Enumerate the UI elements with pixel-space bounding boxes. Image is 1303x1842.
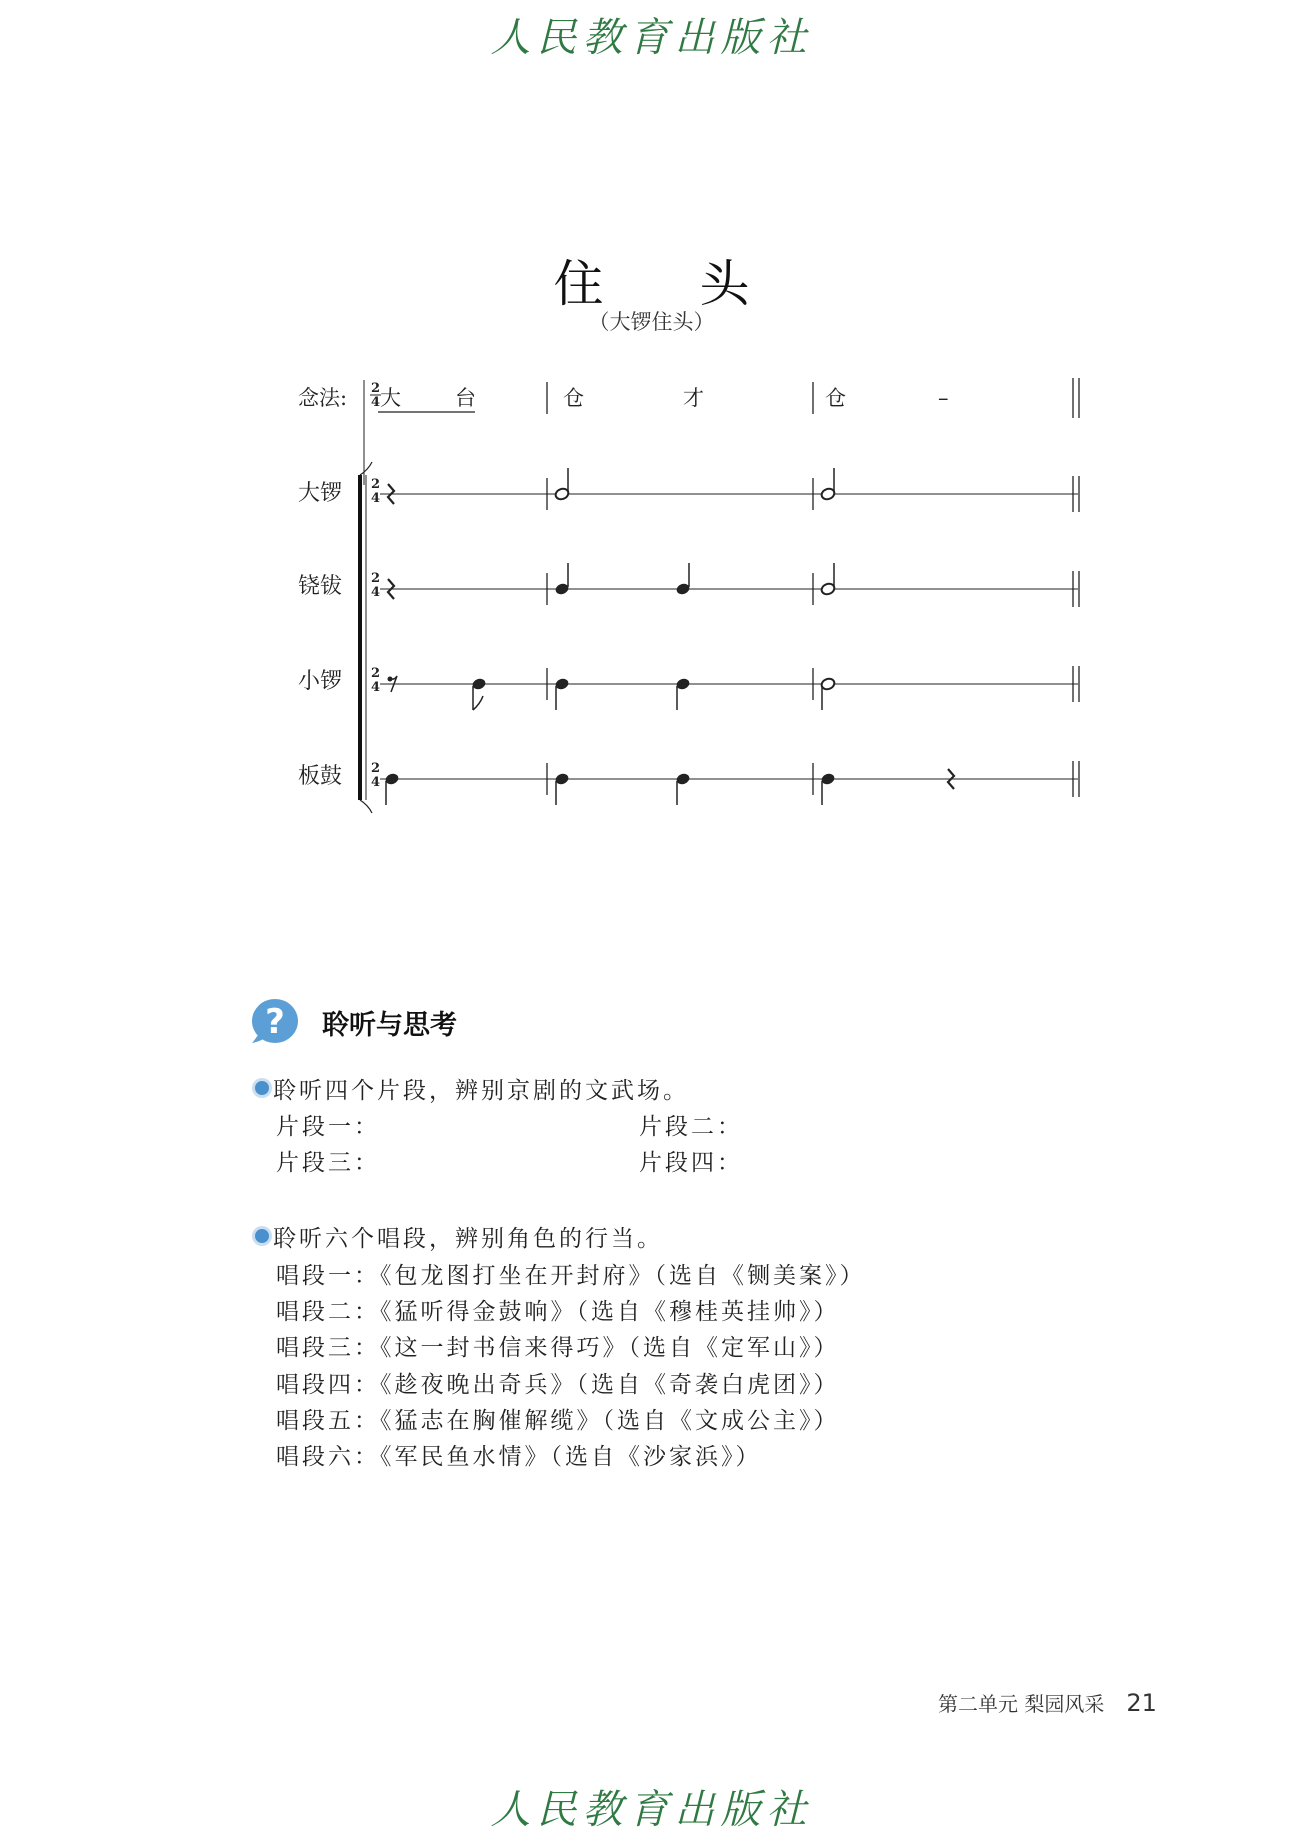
svg-text:2: 2	[371, 571, 381, 586]
segment-1: 片段一：	[276, 1114, 380, 1140]
question-1: 聆听四个片段，辨别京剧的文武场。	[273, 1078, 689, 1104]
aria-1: 唱段一：《包龙图打坐在开封府》（选自《铡美案》）	[276, 1263, 866, 1289]
svg-text:4: 4	[371, 775, 381, 790]
instrument-label: 大锣	[298, 481, 343, 506]
nianfa-syllable: 仓	[825, 386, 846, 410]
svg-text:2: 2	[371, 381, 381, 396]
unit-title: 第二单元 梨园风采	[938, 1692, 1105, 1716]
percussion-score	[280, 370, 1100, 840]
instrument-label: 铙钹	[298, 574, 343, 599]
svg-text:2: 2	[371, 666, 381, 681]
nianfa-syllable: 台	[455, 386, 476, 410]
instrument-label: 板鼓	[298, 764, 343, 789]
svg-text:2: 2	[371, 477, 381, 492]
page-footer	[938, 1688, 1157, 1717]
question-icon	[250, 995, 300, 1045]
svg-text:4: 4	[371, 395, 381, 410]
nianfa-syllable: 仓	[563, 386, 584, 410]
publisher-logo-bottom: 人民教育出版社	[490, 1787, 813, 1833]
svg-text:4: 4	[371, 680, 381, 695]
piece-title: 住 头	[553, 255, 790, 313]
page-number: 21	[1126, 1689, 1157, 1717]
segment-3: 片段三：	[276, 1150, 380, 1176]
nianfa-syllable: 大	[380, 386, 401, 410]
nianfa-syllable: –	[938, 386, 949, 410]
segment-4: 片段四：	[639, 1150, 743, 1176]
segment-2: 片段二：	[639, 1114, 743, 1140]
svg-text:4: 4	[371, 585, 381, 600]
publisher-logo-top: 人民教育出版社	[490, 15, 813, 61]
nianfa-syllable: 才	[683, 386, 704, 410]
aria-4: 唱段四：《趁夜晚出奇兵》（选自《奇袭白虎团》）	[276, 1372, 840, 1398]
instrument-label: 小锣	[298, 669, 343, 694]
aria-6: 唱段六：《军民鱼水情》（选自《沙家浜》）	[276, 1444, 762, 1470]
aria-5: 唱段五：《猛志在胸催解缆》（选自《文成公主》）	[276, 1408, 840, 1434]
bullet-icon	[255, 1229, 269, 1243]
bullet-icon	[255, 1081, 269, 1095]
nianfa-label: 念法:	[298, 386, 348, 410]
svg-text:2: 2	[371, 761, 381, 776]
section-heading: 聆听与思考	[322, 1010, 457, 1041]
svg-text:4: 4	[371, 491, 381, 506]
aria-3: 唱段三：《这一封书信来得巧》（选自《定军山》）	[276, 1335, 840, 1361]
aria-2: 唱段二：《猛听得金鼓响》（选自《穆桂英挂帅》）	[276, 1299, 840, 1325]
svg-text:?: ?	[265, 1002, 285, 1042]
piece-subtitle: （大锣住头）	[588, 310, 715, 334]
question-2: 聆听六个唱段，辨别角色的行当。	[273, 1226, 663, 1252]
